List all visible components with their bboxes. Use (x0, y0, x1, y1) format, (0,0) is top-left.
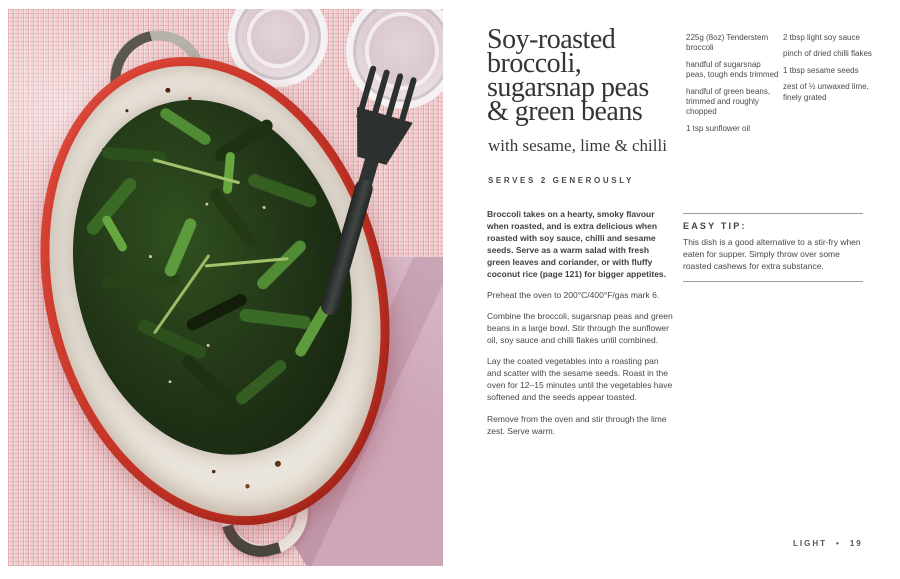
page-footer (793, 539, 863, 548)
ingredient: 2 tbsp light soy sauce (783, 33, 860, 42)
vegetable-piece (238, 308, 311, 330)
page-number: 19 (849, 539, 863, 548)
ingredient: 225g (8oz) Tenderstem broccoli (686, 33, 769, 53)
vegetable-piece (158, 106, 213, 147)
vegetable-piece (179, 353, 238, 410)
ingredient: pinch of dried chilli flakes (783, 49, 872, 59)
ingredient: handful of sugarsnap peas, tough ends trimmed (686, 59, 779, 80)
recipe-subtitle: with sesame, lime & chilli (488, 136, 667, 155)
recipe-photo (8, 9, 443, 566)
ingredients-column-2 (783, 33, 885, 109)
title-line: broccoli, (487, 48, 582, 80)
method-step: Remove from the oven and stir through the lime zest. Serve warm. (487, 413, 667, 436)
ingredient: 1 tsp sunflower oil (686, 123, 751, 133)
ingredient: handful of green beans, trimmed and roughly chopped (686, 86, 771, 117)
ingredient: zest of ½ unwaxed lime, finely grated (783, 82, 869, 102)
title-line: Soy-roasted (487, 24, 616, 55)
vegetable-piece (207, 187, 259, 250)
footer-separator-dot: • (836, 539, 841, 548)
title-line: sugarsnap peas (487, 72, 649, 104)
ingredients-column-1 (686, 33, 780, 140)
easy-tip-heading: EASY TIP: (683, 221, 747, 231)
vegetable-piece (213, 118, 275, 164)
recipe-intro: Broccoli takes on a hearty, smoky flavour when roasted, and is extra delicious when roasted with soy sauce, chilli and sesame seeds. Serve as a warm salad with fresh green leaves and coriander, or with fluffy coconut rice (page 121) for bigger appetites. (487, 209, 667, 280)
ingredient: 1 tbsp sesame seeds (783, 65, 859, 75)
title-line: & green beans (487, 96, 643, 128)
serves-note: SERVES 2 GENEROUSLY (488, 176, 634, 185)
fork-handle (319, 178, 375, 318)
recipe-method (487, 289, 675, 446)
method-step: Lay the coated vegetables into a roasting pan and scatter with the sesame seeds. Roast in the oven for 12–15 minutes until the vegetables have softened and the seeds appear toasted. (487, 356, 673, 403)
vegetable-piece (162, 216, 197, 278)
chapter-label: LIGHT (793, 539, 827, 548)
easy-tip-text: This dish is a good alternative to a stir-fry when eaten for supper. Simply throw over some roasted cashews for extra substance. (683, 237, 861, 272)
method-step: Preheat the oven to 200°C/400°F/gas mark 6. (487, 290, 660, 300)
vegetable-piece (234, 358, 289, 407)
method-step: Combine the broccoli, sugarsnap peas and green beans in a large bowl. Stir through the sunflower oil, soy sauce and chilli flakes until combined. (487, 311, 673, 346)
recipe-title (487, 24, 692, 128)
vegetable-piece (100, 214, 128, 253)
easy-tip-box (683, 213, 863, 282)
